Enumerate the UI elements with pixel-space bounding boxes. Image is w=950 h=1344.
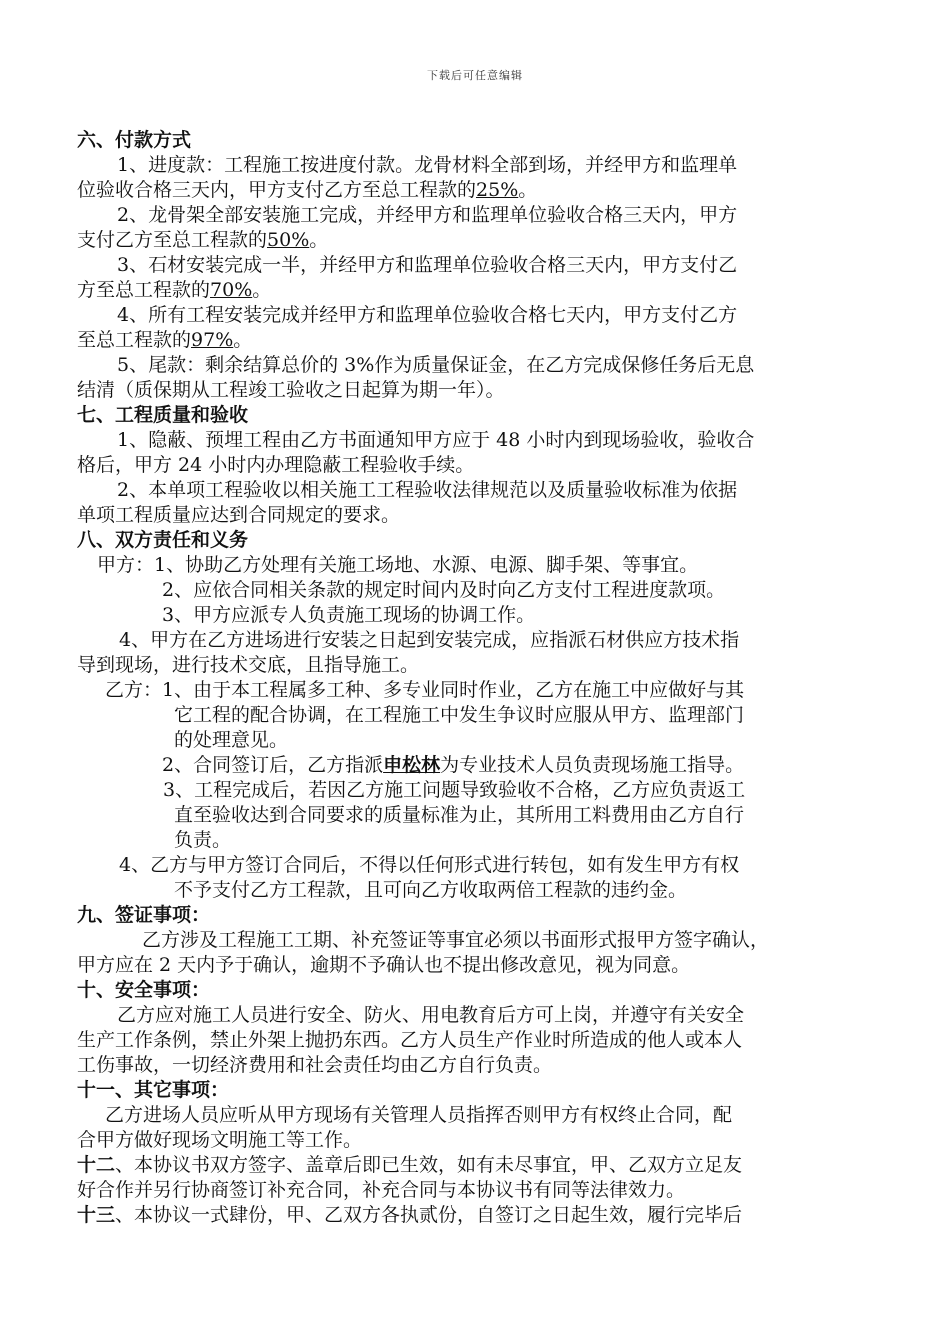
s8-party-a-3: 3、甲方应派专人负责施工现场的协调工作。 — [162, 604, 536, 626]
s11-line-1: 乙方进场人员应听从甲方现场有关管理人员指挥否则甲方有权终止合同，配 — [105, 1104, 733, 1126]
s10-line-1: 乙方应对施工人员进行安全、防火、用电教育后方可上岗，并遵守有关安全 — [117, 1004, 745, 1026]
text: 。 — [233, 329, 253, 351]
s6-clause-5-line-1: 5、尾款：剩余结算总价的 3%作为质量保证金，在乙方完成保修任务后无息 — [117, 354, 755, 376]
s8-party-a-4-line-1: 4、甲方在乙方进场进行安装之日起到安装完成，应指派石材供应方技术指 — [119, 629, 740, 651]
s8-party-b-1-line-2: 它工程的配合协调，在工程施工中发生争议时应服从甲方、监理部门 — [174, 704, 745, 726]
text: 。 — [309, 229, 329, 251]
section-12-label: 十二 — [77, 1154, 116, 1176]
s7-clause-1-line-2: 格后，甲方 24 小时内办理隐蔽工程验收手续。 — [77, 454, 475, 476]
s6-clause-2-line-1: 2、龙骨架全部安装施工完成，并经甲方和监理单位验收合格三天内，甲方 — [117, 204, 738, 226]
s8-party-b-1-line-3: 的处理意见。 — [174, 729, 289, 751]
s8-party-b-3-line-2: 直至验收达到合同要求的质量标准为止，其所用工料费用由乙方自行 — [174, 804, 745, 826]
s12-line-1 — [77, 1153, 867, 1178]
s8-party-a-2: 2、应依合同相关条款的规定时间内及时向乙方支付工程进度款项。 — [162, 579, 726, 601]
s10-line-2: 生产工作条例，禁止外架上抛扔东西。乙方人员生产作业时所造成的他人或本人 — [77, 1029, 743, 1051]
s6-clause-1-line-2 — [77, 178, 867, 203]
s6-clause-3-line-1: 3、石材安装完成一半，并经甲方和监理单位验收合格三天内，甲方支付乙 — [117, 254, 738, 276]
technician-name: 申松林 — [383, 754, 441, 776]
text: 为专业技术人员负责现场施工指导。 — [440, 754, 745, 776]
contract-body — [77, 128, 867, 1228]
s7-clause-2-line-1: 2、本单项工程验收以相关施工工程验收法律规范以及质量验收标准为依据 — [117, 479, 738, 501]
s9-line-2: 甲方应在 2 天内予于确认，逾期不予确认也不提出修改意见，视为同意。 — [77, 954, 691, 976]
section-11-title: 十一、其它事项： — [77, 1079, 230, 1101]
s6-clause-5-line-2: 结清（质保期从工程竣工验收之日起算为期一年）。 — [77, 379, 505, 401]
s11-line-2: 合甲方做好现场文明施工等工作。 — [77, 1129, 363, 1151]
s12-line-2: 好合作并另行协商签订补充合同，补充合同与本协议书有同等法律效力。 — [77, 1179, 686, 1201]
s8-party-b-3-line-1: 3、工程完成后，若因乙方施工问题导致验收不合格，乙方应负责返工 — [163, 779, 746, 801]
percent-70: 70% — [210, 279, 253, 301]
s8-party-b-3-line-3: 负责。 — [174, 829, 232, 851]
text: 位验收合格三天内，甲方支付乙方至总工程款的 — [77, 179, 477, 201]
s6-clause-2-line-2 — [77, 228, 867, 253]
percent-97: 97% — [191, 329, 234, 351]
section-6-title: 六、付款方式 — [77, 129, 192, 151]
text: 方至总工程款的 — [77, 279, 211, 301]
text: 2、合同签订后，乙方指派 — [162, 754, 384, 776]
s8-party-b-4-line-2: 不予支付乙方工程款，且可向乙方收取两倍工程款的违约金。 — [174, 879, 688, 901]
s8-party-b-4-line-1: 4、乙方与甲方签订合同后，不得以任何形式进行转包，如有发生甲方有权 — [119, 854, 740, 876]
text: 、本协议一式肆份，甲、乙双方各执贰份，自签订之日起生效，履行完毕后 — [115, 1204, 743, 1226]
text: 支付乙方至总工程款的 — [77, 229, 268, 251]
section-8-title: 八、双方责任和义务 — [77, 529, 249, 551]
s7-clause-1-line-1: 1、隐蔽、预埋工程由乙方书面通知甲方应于 48 小时内到现场验收，验收合 — [117, 429, 755, 451]
text: 、本协议书双方签字、盖章后即已生效，如有未尽事宜，甲、乙双方立足友 — [115, 1154, 743, 1176]
percent-25: 25% — [476, 179, 519, 201]
section-10-title: 十、安全事项： — [77, 979, 211, 1001]
section-9-title: 九、签证事项： — [77, 904, 211, 926]
section-7-title: 七、工程质量和验收 — [77, 404, 249, 426]
text: 。 — [252, 279, 272, 301]
text: 至总工程款的 — [77, 329, 192, 351]
s13-line-1 — [77, 1203, 867, 1228]
s8-party-b-1-line-1: 乙方：1、由于本工程属多工种、多专业同时作业，乙方在施工中应做好与其 — [105, 679, 745, 701]
s8-party-b-2 — [77, 753, 867, 778]
s6-clause-4-line-1: 4、所有工程安装完成并经甲方和监理单位验收合格七天内，甲方支付乙方 — [117, 304, 738, 326]
s8-party-a-4-line-2: 导到现场，进行技术交底，且指导施工。 — [77, 654, 420, 676]
text: 。 — [518, 179, 538, 201]
percent-50: 50% — [267, 229, 310, 251]
s6-clause-4-line-2 — [77, 328, 867, 353]
s9-line-1: 乙方涉及工程施工工期、补充签证等事宜必须以书面形式报甲方签字确认， — [142, 929, 770, 951]
s6-clause-1-line-1: 1、进度款：工程施工按进度付款。龙骨材料全部到场，并经甲方和监理单 — [117, 154, 738, 176]
page-header-note: 下载后可任意编辑 — [427, 69, 523, 82]
s8-party-a-1: 甲方：1、协助乙方处理有关施工场地、水源、电源、脚手架、等事宜。 — [97, 554, 699, 576]
section-13-label: 十三 — [77, 1204, 116, 1226]
s7-clause-2-line-2: 单项工程质量应达到合同规定的要求。 — [77, 504, 401, 526]
s6-clause-3-line-2 — [77, 278, 867, 303]
s10-line-3: 工伤事故，一切经济费用和社会责任均由乙方自行负责。 — [77, 1054, 553, 1076]
